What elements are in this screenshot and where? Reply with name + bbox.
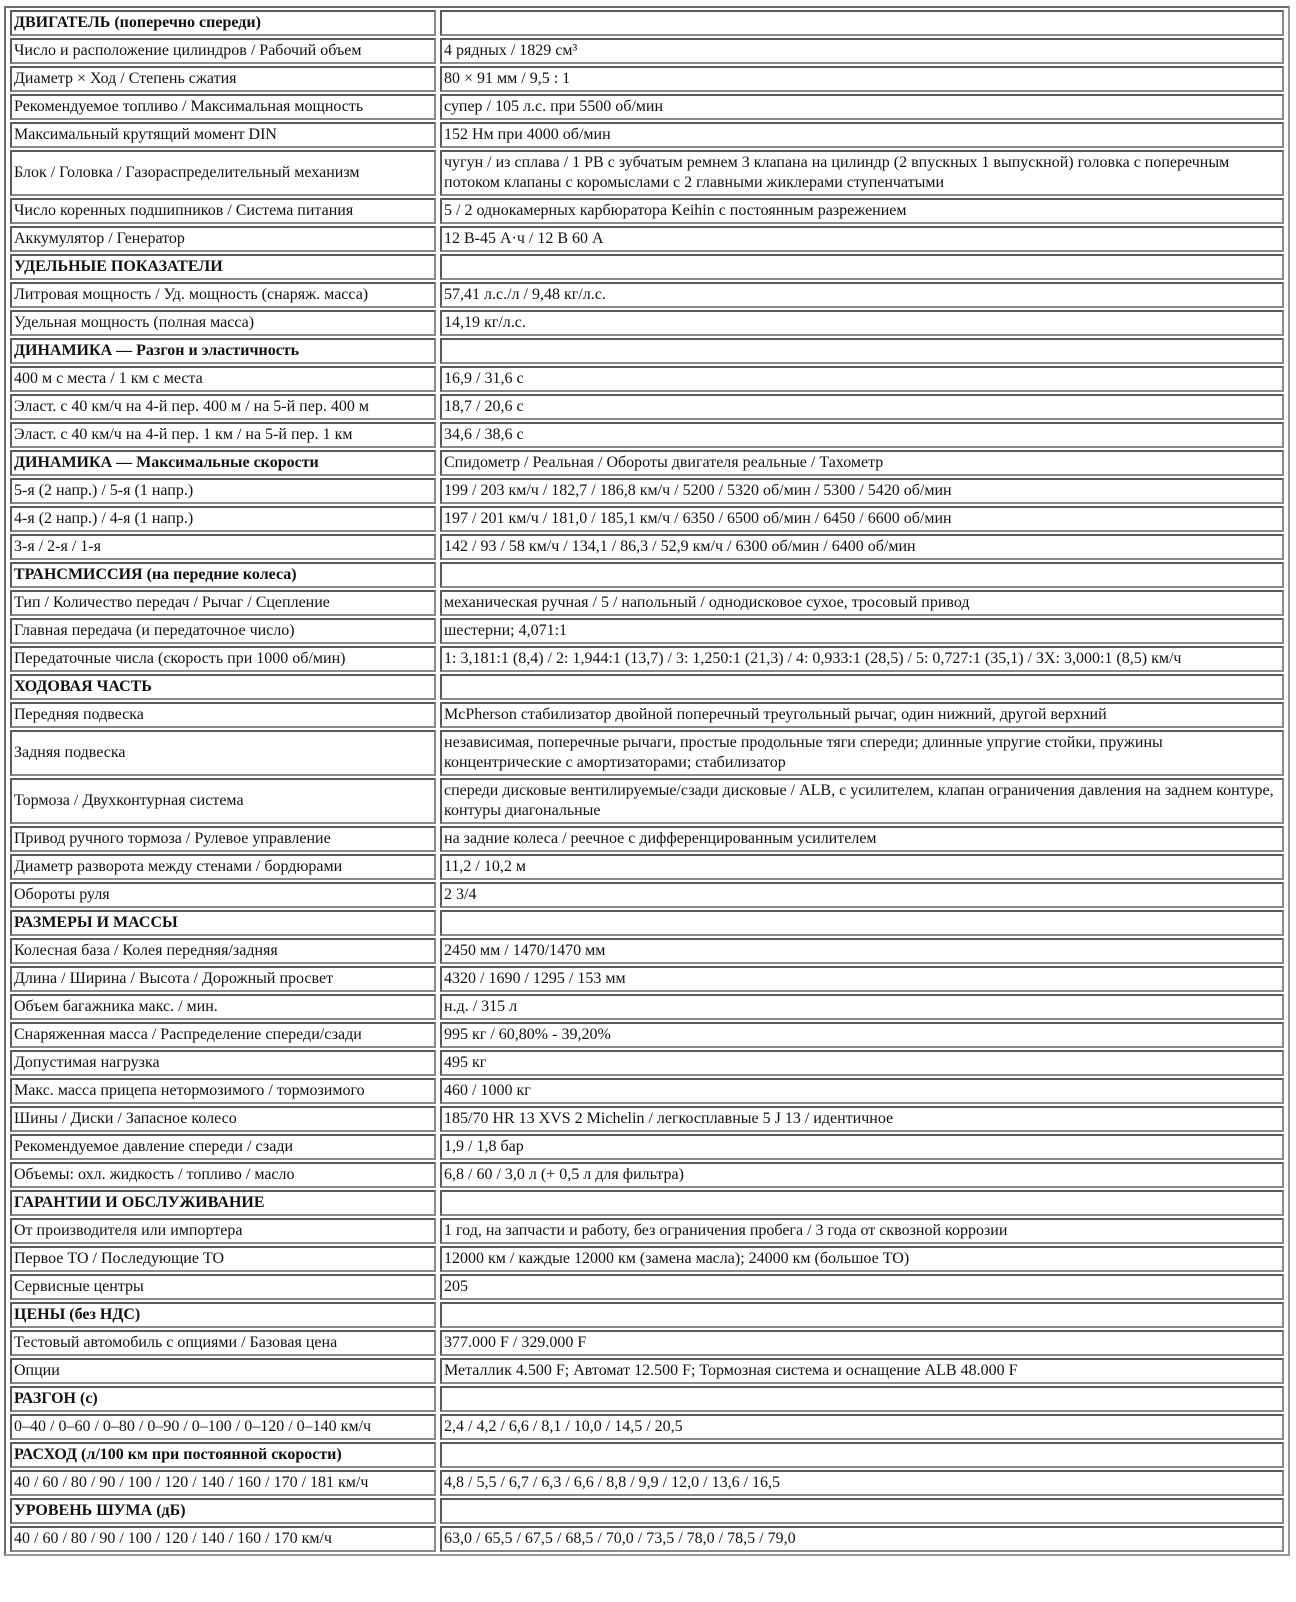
spec-label: Максимальный крутящий момент DIN <box>10 122 436 148</box>
section-title: ДВИГАТЕЛЬ (поперечно спереди) <box>10 10 436 36</box>
spec-value: 14,19 кг/л.с. <box>440 310 1284 336</box>
section-title: ТРАНСМИССИЯ (на передние колеса) <box>10 562 436 588</box>
spec-label: Допустимая нагрузка <box>10 1050 436 1076</box>
section-header-row <box>10 254 1284 280</box>
spec-value: супер / 105 л.с. при 5500 об/мин <box>440 94 1284 120</box>
section-title: ДИНАМИКА — Разгон и эластичность <box>10 338 436 364</box>
spec-value: McPherson стабилизатор двойной поперечный треугольный рычаг, один нижний, другой верхний <box>440 702 1284 728</box>
section-title: УДЕЛЬНЫЕ ПОКАЗАТЕЛИ <box>10 254 436 280</box>
spec-value: 152 Нм при 4000 об/мин <box>440 122 1284 148</box>
section-title: ГАРАНТИИ И ОБСЛУЖИВАНИЕ <box>10 1190 436 1216</box>
section-header-row <box>10 10 1284 36</box>
spec-row <box>10 826 1284 852</box>
spec-row <box>10 646 1284 672</box>
spec-value <box>440 10 1284 36</box>
spec-row <box>10 730 1284 776</box>
spec-value: 1,9 / 1,8 бар <box>440 1134 1284 1160</box>
spec-label: Снаряженная масса / Распределение спереди/сзади <box>10 1022 436 1048</box>
spec-row <box>10 966 1284 992</box>
section-header-row <box>10 1498 1284 1524</box>
spec-value: 16,9 / 31,6 с <box>440 366 1284 392</box>
section-title: УРОВЕНЬ ШУМА (дБ) <box>10 1498 436 1524</box>
spec-row <box>10 1162 1284 1188</box>
spec-row <box>10 366 1284 392</box>
spec-label: Объем багажника макс. / мин. <box>10 994 436 1020</box>
spec-value: 199 / 203 км/ч / 182,7 / 186,8 км/ч / 5200 / 5320 об/мин / 5300 / 5420 об/мин <box>440 478 1284 504</box>
spec-label: Тип / Количество передач / Рычаг / Сцепление <box>10 590 436 616</box>
spec-label: Число и расположение цилиндров / Рабочий объем <box>10 38 436 64</box>
spec-value: 495 кг <box>440 1050 1284 1076</box>
spec-row <box>10 938 1284 964</box>
spec-value: 2 3/4 <box>440 882 1284 908</box>
spec-value: 18,7 / 20,6 с <box>440 394 1284 420</box>
spec-label: Колесная база / Колея передняя/задняя <box>10 938 436 964</box>
spec-table-body <box>10 10 1284 1552</box>
spec-value <box>440 1386 1284 1412</box>
spec-value: 12000 км / каждые 12000 км (замена масла); 24000 км (большое ТО) <box>440 1246 1284 1272</box>
spec-row <box>10 854 1284 880</box>
spec-value: на задние колеса / реечное с дифференцированным усилителем <box>440 826 1284 852</box>
spec-value: 4,8 / 5,5 / 6,7 / 6,3 / 6,6 / 8,8 / 9,9 / 12,0 / 13,6 / 16,5 <box>440 1470 1284 1496</box>
spec-value <box>440 674 1284 700</box>
spec-row <box>10 310 1284 336</box>
spec-row <box>10 1134 1284 1160</box>
spec-value: 205 <box>440 1274 1284 1300</box>
spec-label: 0–40 / 0–60 / 0–80 / 0–90 / 0–100 / 0–120 / 0–140 км/ч <box>10 1414 436 1440</box>
spec-row <box>10 394 1284 420</box>
section-header-row <box>10 1190 1284 1216</box>
spec-value: чугун / из сплава / 1 РВ с зубчатым ремнем 3 клапана на цилиндр (2 впускных 1 выпускной) головка с поперечным потоком клапаны с коромыслами с 2 главными жиклерами ступенчатыми <box>440 150 1284 196</box>
spec-label: Аккумулятор / Генератор <box>10 226 436 252</box>
spec-label: Блок / Головка / Газораспределительный механизм <box>10 150 436 196</box>
spec-value <box>440 254 1284 280</box>
spec-value: 995 кг / 60,80% - 39,20% <box>440 1022 1284 1048</box>
spec-label: Задняя подвеска <box>10 730 436 776</box>
spec-value: 5 / 2 однокамерных карбюратора Keihin с постоянным разрежением <box>440 198 1284 224</box>
spec-label: 3-я / 2-я / 1-я <box>10 534 436 560</box>
spec-row <box>10 198 1284 224</box>
section-title: ЦЕНЫ (без НДС) <box>10 1302 436 1328</box>
spec-label: Опции <box>10 1358 436 1384</box>
spec-value: 1: 3,181:1 (8,4) / 2: 1,944:1 (13,7) / 3: 1,250:1 (21,3) / 4: 0,933:1 (28,5) / 5: 0,727:1 (35,1) / ЗХ: 3,000:1 (8,5) км/ч <box>440 646 1284 672</box>
section-title: ДИНАМИКА — Максимальные скорости <box>10 450 436 476</box>
spec-value: 185/70 HR 13 XVS 2 Michelin / легкосплавные 5 J 13 / идентичное <box>440 1106 1284 1132</box>
spec-value <box>440 1190 1284 1216</box>
spec-value: 460 / 1000 кг <box>440 1078 1284 1104</box>
spec-value <box>440 1498 1284 1524</box>
spec-row <box>10 150 1284 196</box>
spec-row <box>10 1526 1284 1552</box>
spec-label: Передняя подвеска <box>10 702 436 728</box>
spec-row <box>10 1470 1284 1496</box>
spec-table <box>4 6 1290 1556</box>
spec-value: 34,6 / 38,6 с <box>440 422 1284 448</box>
spec-label: Сервисные центры <box>10 1274 436 1300</box>
spec-row <box>10 702 1284 728</box>
spec-row <box>10 1330 1284 1356</box>
section-header-row <box>10 562 1284 588</box>
spec-label: Диаметр × Ход / Степень сжатия <box>10 66 436 92</box>
spec-value: 80 × 91 мм / 9,5 : 1 <box>440 66 1284 92</box>
spec-value: независимая, поперечные рычаги, простые продольные тяги спереди; длинные упругие стойки, пружины концентрические с амортизаторами; стабилизатор <box>440 730 1284 776</box>
spec-label: Диаметр разворота между стенами / бордюрами <box>10 854 436 880</box>
spec-row <box>10 994 1284 1020</box>
spec-row <box>10 1050 1284 1076</box>
section-title: РАЗМЕРЫ И МАССЫ <box>10 910 436 936</box>
spec-row <box>10 422 1284 448</box>
spec-label: Обороты руля <box>10 882 436 908</box>
section-title: РАСХОД (л/100 км при постоянной скорости) <box>10 1442 436 1468</box>
spec-label: Передаточные числа (скорость при 1000 об/мин) <box>10 646 436 672</box>
spec-label: От производителя или импортера <box>10 1218 436 1244</box>
spec-row <box>10 66 1284 92</box>
spec-value: 4320 / 1690 / 1295 / 153 мм <box>440 966 1284 992</box>
spec-value <box>440 338 1284 364</box>
spec-value: н.д. / 315 л <box>440 994 1284 1020</box>
spec-value: 1 год, на запчасти и работу, без ограничения пробега / 3 года от сквозной коррозии <box>440 1218 1284 1244</box>
spec-row <box>10 1246 1284 1272</box>
spec-value: 377.000 F / 329.000 F <box>440 1330 1284 1356</box>
spec-value: 6,8 / 60 / 3,0 л (+ 0,5 л для фильтра) <box>440 1162 1284 1188</box>
spec-label: 40 / 60 / 80 / 90 / 100 / 120 / 140 / 160 / 170 / 181 км/ч <box>10 1470 436 1496</box>
spec-label: Шины / Диски / Запасное колесо <box>10 1106 436 1132</box>
spec-label: Эласт. с 40 км/ч на 4-й пер. 400 м / на 5-й пер. 400 м <box>10 394 436 420</box>
spec-row <box>10 506 1284 532</box>
spec-row <box>10 1414 1284 1440</box>
spec-label: Тестовый автомобиль с опциями / Базовая цена <box>10 1330 436 1356</box>
spec-value: 142 / 93 / 58 км/ч / 134,1 / 86,3 / 52,9 км/ч / 6300 об/мин / 6400 об/мин <box>440 534 1284 560</box>
spec-row <box>10 590 1284 616</box>
spec-value: 197 / 201 км/ч / 181,0 / 185,1 км/ч / 6350 / 6500 об/мин / 6450 / 6600 об/мин <box>440 506 1284 532</box>
spec-row <box>10 122 1284 148</box>
spec-value: спереди дисковые вентилируемые/сзади дисковые / ALB, с усилителем, клапан ограничения давления на заднем контуре, контуры диагональные <box>440 778 1284 824</box>
section-header-row <box>10 338 1284 364</box>
spec-row <box>10 1274 1284 1300</box>
spec-row <box>10 94 1284 120</box>
section-title: РАЗГОН (с) <box>10 1386 436 1412</box>
spec-value <box>440 562 1284 588</box>
section-header-row <box>10 1442 1284 1468</box>
section-header-row <box>10 1302 1284 1328</box>
spec-row <box>10 1022 1284 1048</box>
spec-label: Число коренных подшипников / Система питания <box>10 198 436 224</box>
spec-label: Объемы: охл. жидкость / топливо / масло <box>10 1162 436 1188</box>
spec-value: 11,2 / 10,2 м <box>440 854 1284 880</box>
spec-label: Эласт. с 40 км/ч на 4-й пер. 1 км / на 5-й пер. 1 км <box>10 422 436 448</box>
spec-label: Длина / Ширина / Высота / Дорожный просвет <box>10 966 436 992</box>
spec-row <box>10 282 1284 308</box>
spec-row <box>10 1358 1284 1384</box>
section-header-row <box>10 1386 1284 1412</box>
spec-label: Главная передача (и передаточное число) <box>10 618 436 644</box>
spec-value: механическая ручная / 5 / напольный / однодисковое сухое, тросовый привод <box>440 590 1284 616</box>
spec-value: 57,41 л.с./л / 9,48 кг/л.с. <box>440 282 1284 308</box>
spec-value <box>440 1442 1284 1468</box>
spec-value: 2450 мм / 1470/1470 мм <box>440 938 1284 964</box>
section-header-row <box>10 450 1284 476</box>
spec-label: Рекомендуемое давление спереди / сзади <box>10 1134 436 1160</box>
spec-row <box>10 778 1284 824</box>
spec-row <box>10 618 1284 644</box>
spec-label: 400 м с места / 1 км с места <box>10 366 436 392</box>
spec-label: Рекомендуемое топливо / Максимальная мощность <box>10 94 436 120</box>
spec-label: Макс. масса прицепа нетормозимого / тормозимого <box>10 1078 436 1104</box>
spec-value: 2,4 / 4,2 / 6,6 / 8,1 / 10,0 / 14,5 / 20,5 <box>440 1414 1284 1440</box>
spec-value: 4 рядных / 1829 см³ <box>440 38 1284 64</box>
spec-row <box>10 1218 1284 1244</box>
section-title: ХОДОВАЯ ЧАСТЬ <box>10 674 436 700</box>
section-header-row <box>10 674 1284 700</box>
spec-value: 12 В-45 А·ч / 12 В 60 А <box>440 226 1284 252</box>
spec-value <box>440 910 1284 936</box>
spec-label: Удельная мощность (полная масса) <box>10 310 436 336</box>
spec-label: 4-я (2 напр.) / 4-я (1 напр.) <box>10 506 436 532</box>
spec-row <box>10 882 1284 908</box>
spec-label: Первое ТО / Последующие ТО <box>10 1246 436 1272</box>
spec-row <box>10 478 1284 504</box>
spec-value: 63,0 / 65,5 / 67,5 / 68,5 / 70,0 / 73,5 / 78,0 / 78,5 / 79,0 <box>440 1526 1284 1552</box>
spec-row <box>10 38 1284 64</box>
spec-label: Тормоза / Двухконтурная система <box>10 778 436 824</box>
spec-value: Спидометр / Реальная / Обороты двигателя реальные / Тахометр <box>440 450 1284 476</box>
spec-row <box>10 226 1284 252</box>
spec-label: Литровая мощность / Уд. мощность (снаряж. масса) <box>10 282 436 308</box>
spec-label: 5-я (2 напр.) / 5-я (1 напр.) <box>10 478 436 504</box>
spec-row <box>10 534 1284 560</box>
spec-row <box>10 1106 1284 1132</box>
spec-label: 40 / 60 / 80 / 90 / 100 / 120 / 140 / 160 / 170 км/ч <box>10 1526 436 1552</box>
spec-value: шестерни; 4,071:1 <box>440 618 1284 644</box>
spec-label: Привод ручного тормоза / Рулевое управление <box>10 826 436 852</box>
spec-value <box>440 1302 1284 1328</box>
section-header-row <box>10 910 1284 936</box>
spec-row <box>10 1078 1284 1104</box>
spec-value: Металлик 4.500 F; Автомат 12.500 F; Тормозная система и оснащение ALB 48.000 F <box>440 1358 1284 1384</box>
